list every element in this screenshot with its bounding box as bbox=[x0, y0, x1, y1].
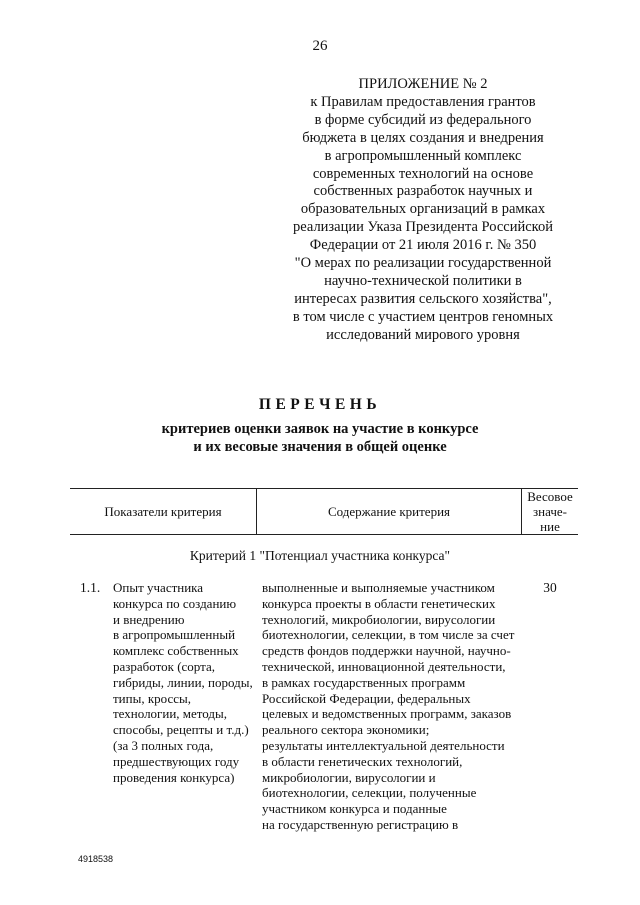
weight-header-line: Весовое bbox=[527, 489, 573, 504]
table-header-bottom-rule bbox=[70, 534, 578, 535]
content-line: в рамках государственных программ bbox=[262, 674, 466, 690]
appendix-block bbox=[268, 76, 578, 345]
weight-header-line: ние bbox=[540, 519, 560, 534]
indicator-line: проведения конкурса) bbox=[113, 769, 235, 785]
page-number: 26 bbox=[312, 38, 328, 54]
appendix-line: интересах развития сельского хозяйства", bbox=[294, 290, 552, 307]
indicator-line: предшествующих году bbox=[113, 753, 240, 769]
indicator-line: разработок (сорта, bbox=[113, 658, 215, 674]
document-code: 4918538 bbox=[78, 854, 114, 864]
appendix-line: реализации Указа Президента Российской bbox=[293, 219, 553, 236]
criterion-group-heading: Критерий 1 "Потенциал участника конкурса" bbox=[189, 548, 451, 563]
appendix-line: "О мерах по реализации государственной bbox=[294, 255, 552, 272]
subtitle-line: и их весовые значения в общей оценке bbox=[193, 439, 447, 455]
content-line: в области генетических технологий, bbox=[262, 753, 463, 769]
appendix-line: собственных разработок научных и bbox=[313, 183, 533, 200]
content-line: выполненные и выполняемые участником bbox=[262, 580, 495, 595]
content-cell bbox=[262, 580, 514, 833]
content-line: биотехнологии, селекции, в том числе за счет bbox=[262, 627, 515, 643]
column-header-weight bbox=[522, 489, 578, 534]
indicator-line: и внедрению bbox=[113, 611, 185, 627]
content-line: технической, инновационной деятельности, bbox=[262, 658, 506, 674]
content-line: технологий, микробиологии, вирусологии bbox=[262, 611, 496, 627]
row-number: 1.1. bbox=[80, 580, 101, 595]
content-line: участником конкурса и поданные bbox=[262, 801, 447, 817]
indicator-line: в агропромышленный bbox=[113, 627, 236, 643]
content-line: конкурса проекты в области генетических bbox=[262, 595, 496, 611]
indicator-line: гибриды, линии, породы, bbox=[113, 674, 253, 690]
subtitle-line: критериев оценки заявок на участие в конкурсе bbox=[161, 421, 479, 437]
indicator-line: (за 3 полных года, bbox=[113, 737, 214, 753]
appendix-title: ПРИЛОЖЕНИЕ № 2 bbox=[358, 76, 488, 92]
appendix-line: научно-технической политики в bbox=[324, 272, 522, 289]
appendix-line: исследований мирового уровня bbox=[326, 326, 520, 343]
indicator-line: типы, кроссы, bbox=[113, 690, 191, 706]
list-title: ПЕРЕЧЕНЬ bbox=[258, 396, 382, 413]
table-top-rule bbox=[70, 488, 578, 489]
appendix-line: в том числе с участием центров геномных bbox=[292, 308, 554, 325]
indicator-line: Опыт участника bbox=[113, 580, 204, 595]
weight-header-line: значе- bbox=[533, 504, 567, 519]
appendix-line: к Правилам предоставления грантов bbox=[310, 93, 536, 110]
content-line: реального сектора экономики; bbox=[262, 722, 430, 738]
content-line: результаты интеллектуальной деятельности bbox=[262, 737, 505, 753]
indicator-line: технологии, методы, bbox=[113, 706, 228, 722]
appendix-line: образовательных организаций в рамках bbox=[300, 201, 546, 218]
indicator-line: способы, рецепты и т.д.) bbox=[113, 722, 249, 738]
indicator-line: комплекс собственных bbox=[113, 643, 239, 659]
content-line: целевых и ведомственных программ, заказов bbox=[262, 706, 512, 722]
appendix-line: бюджета в целях создания и внедрения bbox=[302, 129, 544, 146]
indicator-cell bbox=[113, 580, 253, 785]
content-line: Российской Федерации, федеральных bbox=[262, 690, 471, 706]
column-header-content: Содержание критерия bbox=[327, 504, 451, 519]
content-line: микробиологии, вирусологии и bbox=[262, 769, 436, 785]
weight-value: 30 bbox=[543, 580, 557, 595]
content-line: на государственную регистрацию в bbox=[262, 816, 459, 832]
appendix-line: Федерации от 21 июля 2016 г. № 350 bbox=[309, 237, 537, 254]
appendix-line: современных технологий на основе bbox=[312, 165, 534, 182]
list-subtitle bbox=[0, 420, 640, 456]
content-line: биотехнологии, селекции, полученные bbox=[262, 785, 477, 801]
appendix-line: в агропромышленный комплекс bbox=[324, 147, 522, 164]
appendix-line: в форме субсидий из федерального bbox=[314, 111, 532, 128]
indicator-line: конкурса по созданию bbox=[113, 595, 237, 611]
content-line: средств фондов поддержки научной, научно- bbox=[262, 643, 511, 659]
column-header-indicator: Показатели критерия bbox=[104, 504, 222, 519]
